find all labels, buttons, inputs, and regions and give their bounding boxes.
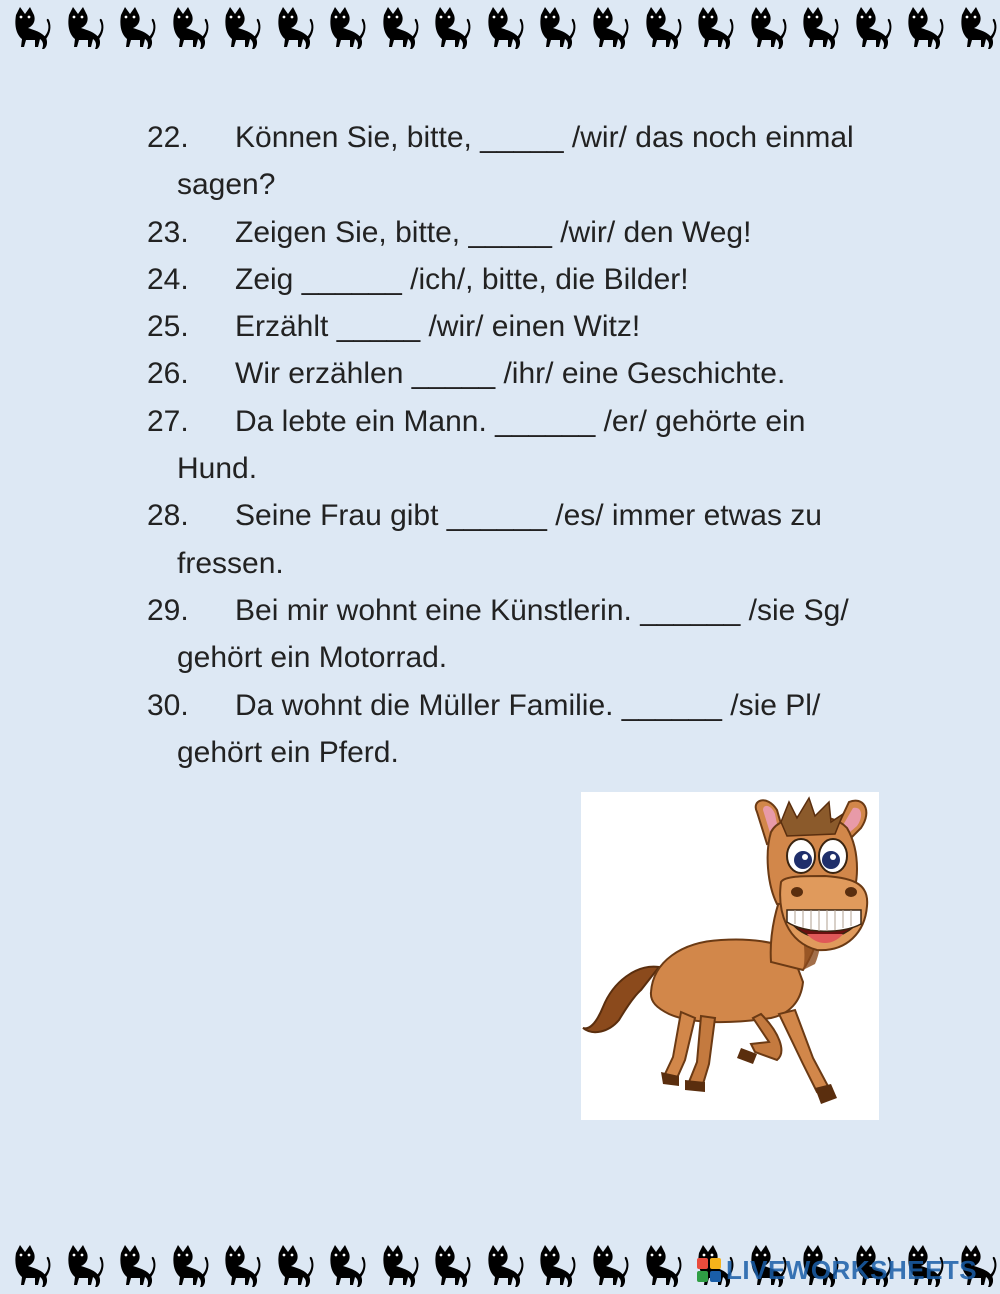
cat-icon bbox=[2, 1241, 52, 1291]
exercise-item bbox=[147, 209, 887, 256]
exercise-number: 29. bbox=[147, 593, 189, 627]
exercise-text: Wir erzählen _____ /ihr/ eine Geschichte. bbox=[235, 357, 786, 391]
exercise-number: 28. bbox=[147, 499, 189, 533]
cat-icon bbox=[2, 3, 52, 53]
liveworksheets-watermark bbox=[696, 1254, 978, 1285]
cat-icon bbox=[212, 1241, 262, 1291]
cat-icon bbox=[475, 3, 525, 53]
cat-icon bbox=[580, 3, 630, 53]
exercise-item bbox=[147, 114, 887, 209]
cat-icon bbox=[422, 3, 472, 53]
exercise-number: 22. bbox=[147, 121, 189, 154]
cat-icon bbox=[265, 1241, 315, 1291]
exercise-text: Zeig ______ /ich/, bitte, die Bilder! bbox=[235, 262, 689, 296]
cat-icon bbox=[107, 3, 157, 53]
exercise-number: 27. bbox=[147, 404, 189, 438]
cat-icon bbox=[370, 3, 420, 53]
exercise-number: 25. bbox=[147, 310, 189, 344]
cat-icon bbox=[317, 1241, 367, 1291]
cat-icon bbox=[370, 1241, 420, 1291]
exercise-number: 30. bbox=[147, 688, 189, 722]
cat-icon bbox=[895, 3, 945, 53]
cat-icon bbox=[422, 1241, 472, 1291]
horse-illustration bbox=[581, 792, 879, 1120]
exercise-list bbox=[147, 114, 887, 776]
cat-icon bbox=[738, 3, 788, 53]
exercise-item bbox=[147, 682, 887, 777]
cat-icon bbox=[55, 1241, 105, 1291]
cat-icon bbox=[160, 1241, 210, 1291]
exercise-text: Da lebte ein Mann. ______ /er/ gehörte ein Hund. bbox=[177, 404, 806, 486]
exercise-text: Erzählt _____ /wir/ einen Witz! bbox=[235, 310, 641, 344]
exercise-item bbox=[147, 587, 887, 682]
cat-icon bbox=[633, 1241, 683, 1291]
exercise-item bbox=[147, 398, 887, 493]
cat-icon bbox=[843, 3, 893, 53]
liveworksheets-logo-icon bbox=[696, 1257, 722, 1283]
exercise-text: Da wohnt die Müller Familie. ______ /sie Pl/ gehört ein Pferd. bbox=[177, 688, 821, 769]
cat-icon bbox=[475, 1241, 525, 1291]
horse-icon bbox=[581, 792, 879, 1120]
cat-icon bbox=[527, 3, 577, 53]
exercise-number: 23. bbox=[147, 215, 189, 249]
cat-icon bbox=[55, 3, 105, 53]
watermark-brand: LIVEWORKSHEETS bbox=[726, 1254, 978, 1285]
exercise-text: Zeigen Sie, bitte, _____ /wir/ den Weg! bbox=[235, 215, 752, 249]
cat-icon bbox=[685, 3, 735, 53]
cat-icon bbox=[633, 3, 683, 53]
cat-icon bbox=[265, 3, 315, 53]
exercise-item bbox=[147, 256, 887, 303]
exercise-item bbox=[147, 492, 887, 587]
exercise-number: 26. bbox=[147, 357, 189, 391]
exercise-text: Bei mir wohnt eine Künstlerin. ______ /sie Sg/ gehört ein Motorrad. bbox=[177, 593, 849, 675]
cat-border-top bbox=[0, 0, 1000, 56]
exercise-text: Seine Frau gibt ______ /es/ immer etwas zu fressen. bbox=[177, 499, 822, 580]
cat-icon bbox=[160, 3, 210, 53]
exercise-number: 24. bbox=[147, 262, 189, 296]
cat-icon bbox=[107, 1241, 157, 1291]
cat-icon bbox=[527, 1241, 577, 1291]
exercise-item bbox=[147, 350, 887, 397]
cat-icon bbox=[317, 3, 367, 53]
cat-icon bbox=[948, 3, 998, 53]
exercise-text: Können Sie, bitte, _____ /wir/ das noch einmal sagen? bbox=[177, 121, 854, 202]
cat-icon bbox=[212, 3, 262, 53]
cat-icon bbox=[790, 3, 840, 53]
exercise-item bbox=[147, 303, 887, 350]
cat-icon bbox=[580, 1241, 630, 1291]
